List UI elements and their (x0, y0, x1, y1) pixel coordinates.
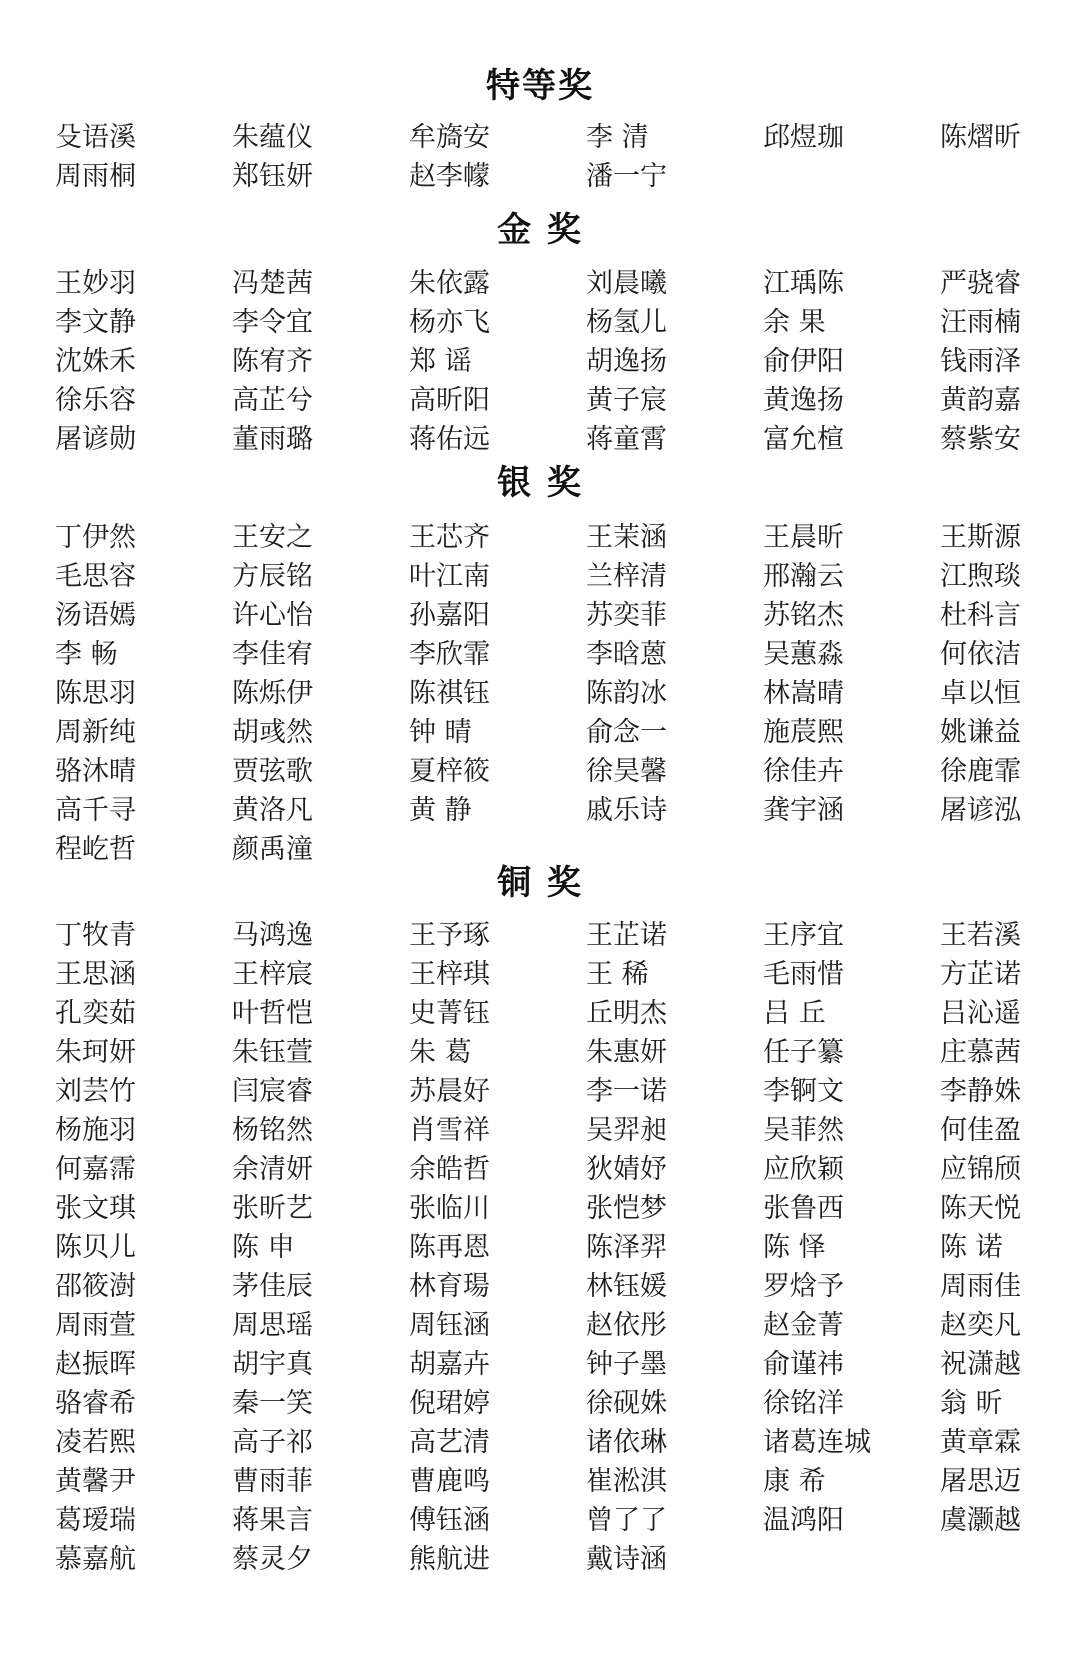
award-name: 朱惠妍 (586, 1037, 667, 1068)
gold-award-names (55, 264, 1055, 459)
award-name: 张恺梦 (586, 1193, 667, 1224)
award-name: 朱珂妍 (55, 1037, 136, 1068)
section-title-silver-award: 银 奖 (497, 463, 583, 503)
award-name: 林钰媛 (586, 1271, 667, 1302)
award-name: 秦一笑 (232, 1388, 313, 1419)
award-name: 苏奕菲 (586, 600, 667, 631)
award-name: 徐乐容 (55, 385, 136, 416)
award-name: 茅佳辰 (232, 1271, 313, 1302)
award-name: 应欣颖 (763, 1154, 844, 1185)
award-name: 周雨萱 (55, 1310, 136, 1341)
award-name: 周思瑶 (232, 1310, 313, 1341)
award-name: 郑钰妍 (232, 161, 313, 192)
award-name: 朱依露 (409, 268, 490, 299)
award-name: 黄洛凡 (232, 795, 313, 826)
award-name: 张鲁西 (763, 1193, 844, 1224)
award-name: 杜科言 (940, 600, 1021, 631)
award-name: 骆睿希 (55, 1388, 136, 1419)
award-name: 徐昊馨 (586, 756, 667, 787)
award-name: 高艺清 (409, 1427, 490, 1458)
award-name: 倪珺婷 (409, 1388, 490, 1419)
award-name: 陈 怿 (763, 1232, 826, 1263)
section-title-special-award: 特等奖 (486, 66, 594, 106)
award-name: 蔡紫安 (940, 424, 1021, 455)
award-name: 方芷诺 (940, 959, 1021, 990)
silver-award-names (55, 518, 1055, 869)
award-name: 刘晨曦 (586, 268, 667, 299)
award-name: 龚宇涵 (763, 795, 844, 826)
award-name: 王序宜 (763, 920, 844, 951)
award-name: 陈天悦 (940, 1193, 1021, 1224)
award-name: 高子祁 (232, 1427, 313, 1458)
award-name: 傅钰涵 (409, 1505, 490, 1536)
award-name: 陈韵冰 (586, 678, 667, 709)
award-name: 张临川 (409, 1193, 490, 1224)
award-name: 孙嘉阳 (409, 600, 490, 631)
award-name: 卓以恒 (940, 678, 1021, 709)
section-title-gold-award: 金 奖 (497, 210, 583, 250)
award-name: 朱 葛 (409, 1037, 472, 1068)
award-name: 夏梓筱 (409, 756, 490, 787)
award-name: 李锕文 (763, 1076, 844, 1107)
award-name: 赵振晖 (55, 1349, 136, 1380)
award-name: 屠谚泓 (940, 795, 1021, 826)
bronze-award-names (55, 916, 1055, 1579)
award-name: 王若溪 (940, 920, 1021, 951)
award-name: 陈再恩 (409, 1232, 490, 1263)
award-name: 刘芸竹 (55, 1076, 136, 1107)
award-name: 王妙羽 (55, 268, 136, 299)
award-name: 苏铭杰 (763, 600, 844, 631)
award-name: 李 畅 (55, 639, 118, 670)
award-name: 杨亦飞 (409, 307, 490, 338)
award-name: 屠思迈 (940, 1466, 1021, 1497)
award-name: 杨施羽 (55, 1115, 136, 1146)
award-name: 张文琪 (55, 1193, 136, 1224)
award-name: 徐铭洋 (763, 1388, 844, 1419)
award-name: 王斯源 (940, 522, 1021, 553)
award-name: 周雨佳 (940, 1271, 1021, 1302)
award-name: 余清妍 (232, 1154, 313, 1185)
award-name: 陈贝儿 (55, 1232, 136, 1263)
award-name: 张昕艺 (232, 1193, 313, 1224)
award-name: 何依洁 (940, 639, 1021, 670)
award-name: 丁牧青 (55, 920, 136, 951)
award-name: 孔奕茹 (55, 998, 136, 1029)
award-name: 兰梓清 (586, 561, 667, 592)
award-name: 温鸿阳 (763, 1505, 844, 1536)
award-name: 陈泽羿 (586, 1232, 667, 1263)
award-name: 肖雪祥 (409, 1115, 490, 1146)
award-name: 徐鹿霏 (940, 756, 1021, 787)
award-name: 毛思容 (55, 561, 136, 592)
award-name: 戴诗涵 (586, 1544, 667, 1575)
award-name: 陈祺钰 (409, 678, 490, 709)
award-name: 毛雨惜 (763, 959, 844, 990)
award-name: 汤语嫣 (55, 600, 136, 631)
award-name: 胡逸扬 (586, 346, 667, 377)
award-name: 曾了了 (586, 1505, 667, 1536)
award-name: 李令宜 (232, 307, 313, 338)
award-name: 许心怡 (232, 600, 313, 631)
award-name: 高昕阳 (409, 385, 490, 416)
award-name: 陈熠昕 (940, 122, 1021, 153)
award-name: 吕 丘 (763, 998, 826, 1029)
award-name: 曹雨菲 (232, 1466, 313, 1497)
award-name: 苏晨好 (409, 1076, 490, 1107)
award-name: 赵依彤 (586, 1310, 667, 1341)
award-name: 李一诺 (586, 1076, 667, 1107)
award-name: 王予琢 (409, 920, 490, 951)
award-name: 陈思羽 (55, 678, 136, 709)
award-name: 王 稀 (586, 959, 649, 990)
award-name: 狄婧妤 (586, 1154, 667, 1185)
award-name: 江瑀陈 (763, 268, 844, 299)
award-name: 屠谚勋 (55, 424, 136, 455)
award-name: 高千寻 (55, 795, 136, 826)
award-name: 李文静 (55, 307, 136, 338)
award-name: 王思涵 (55, 959, 136, 990)
award-name: 郑 谣 (409, 346, 472, 377)
award-name: 邱煜珈 (763, 122, 844, 153)
award-name: 朱钰萱 (232, 1037, 313, 1068)
award-name: 施莀熙 (763, 717, 844, 748)
award-name: 马鸿逸 (232, 920, 313, 951)
award-name: 李佳宥 (232, 639, 313, 670)
award-name: 董雨璐 (232, 424, 313, 455)
award-name: 钱雨泽 (940, 346, 1021, 377)
award-name: 曹鹿鸣 (409, 1466, 490, 1497)
award-name: 任子纂 (763, 1037, 844, 1068)
award-name: 俞念一 (586, 717, 667, 748)
award-name: 黄馨尹 (55, 1466, 136, 1497)
award-name: 康 希 (763, 1466, 826, 1497)
award-name: 慕嘉航 (55, 1544, 136, 1575)
award-name: 颜禹潼 (232, 834, 313, 865)
award-name: 李欣霏 (409, 639, 490, 670)
award-name: 叶哲恺 (232, 998, 313, 1029)
award-name: 赵金菁 (763, 1310, 844, 1341)
award-name: 蒋童霄 (586, 424, 667, 455)
award-name: 诸依琳 (586, 1427, 667, 1458)
award-name: 严骁睿 (940, 268, 1021, 299)
award-name: 王芯齐 (409, 522, 490, 553)
award-name: 钟子墨 (586, 1349, 667, 1380)
award-name: 黄子宸 (586, 385, 667, 416)
award-name: 何嘉霈 (55, 1154, 136, 1185)
award-name: 黄逸扬 (763, 385, 844, 416)
award-name: 周新纯 (55, 717, 136, 748)
award-name: 富允楦 (763, 424, 844, 455)
award-name: 庄慕茜 (940, 1037, 1021, 1068)
award-name: 丁伊然 (55, 522, 136, 553)
award-name: 李静姝 (940, 1076, 1021, 1107)
award-name: 冯楚茜 (232, 268, 313, 299)
award-name: 王茉涵 (586, 522, 667, 553)
award-name: 杨铭然 (232, 1115, 313, 1146)
award-name: 凌若熙 (55, 1427, 136, 1458)
award-name: 李晗蒽 (586, 639, 667, 670)
award-name: 丘明杰 (586, 998, 667, 1029)
award-name: 牟旖安 (409, 122, 490, 153)
award-name: 胡嘉卉 (409, 1349, 490, 1380)
award-name: 周钰涵 (409, 1310, 490, 1341)
award-name: 方辰铭 (232, 561, 313, 592)
award-name: 吴羿昶 (586, 1115, 667, 1146)
award-name: 熊航进 (409, 1544, 490, 1575)
award-name: 葛瑷瑞 (55, 1505, 136, 1536)
award-name: 崔淞淇 (586, 1466, 667, 1497)
award-name: 殳语溪 (55, 122, 136, 153)
award-name: 徐佳卉 (763, 756, 844, 787)
award-name: 邢瀚云 (763, 561, 844, 592)
award-name: 蔡灵夕 (232, 1544, 313, 1575)
award-name: 周雨桐 (55, 161, 136, 192)
award-name: 戚乐诗 (586, 795, 667, 826)
award-name: 钟 晴 (409, 717, 472, 748)
award-name: 蒋佑远 (409, 424, 490, 455)
award-name: 王芷诺 (586, 920, 667, 951)
award-name: 史菁钰 (409, 998, 490, 1029)
award-name: 陈 申 (232, 1232, 295, 1263)
award-name: 王梓宸 (232, 959, 313, 990)
award-name: 赵李幪 (409, 161, 490, 192)
award-name: 骆沐晴 (55, 756, 136, 787)
award-name: 沈姝禾 (55, 346, 136, 377)
award-name: 陈烁伊 (232, 678, 313, 709)
award-name: 王安之 (232, 522, 313, 553)
award-name: 祝潇越 (940, 1349, 1021, 1380)
award-name: 邵筱澍 (55, 1271, 136, 1302)
section-title-bronze-award: 铜 奖 (497, 863, 583, 903)
award-name: 朱蕴仪 (232, 122, 313, 153)
award-name: 蒋果言 (232, 1505, 313, 1536)
award-name: 高芷兮 (232, 385, 313, 416)
award-name: 贾弦歌 (232, 756, 313, 787)
award-name: 王梓琪 (409, 959, 490, 990)
award-name: 黄章霖 (940, 1427, 1021, 1458)
award-name: 杨氢儿 (586, 307, 667, 338)
award-name: 胡宇真 (232, 1349, 313, 1380)
award-name: 罗焓予 (763, 1271, 844, 1302)
award-name: 吴菲然 (763, 1115, 844, 1146)
award-name: 俞谨祎 (763, 1349, 844, 1380)
award-name: 余 果 (763, 307, 826, 338)
award-name: 徐砚姝 (586, 1388, 667, 1419)
award-name: 林育瑒 (409, 1271, 490, 1302)
award-name: 程屹哲 (55, 834, 136, 865)
award-name: 吕沁遥 (940, 998, 1021, 1029)
award-name: 翁 昕 (940, 1388, 1003, 1419)
award-name: 潘一宁 (586, 161, 667, 192)
award-name: 陈 诺 (940, 1232, 1003, 1263)
award-name: 黄 静 (409, 795, 472, 826)
award-name: 王晨昕 (763, 522, 844, 553)
special-award-names (55, 118, 1055, 196)
award-name: 江煦琰 (940, 561, 1021, 592)
award-name: 姚谦益 (940, 717, 1021, 748)
award-name: 林嵩晴 (763, 678, 844, 709)
award-name: 胡彧然 (232, 717, 313, 748)
award-name: 余皓哲 (409, 1154, 490, 1185)
award-name: 汪雨楠 (940, 307, 1021, 338)
award-name: 吴蕙淼 (763, 639, 844, 670)
award-name: 李 清 (586, 122, 649, 153)
award-name: 黄韵嘉 (940, 385, 1021, 416)
award-name: 赵奕凡 (940, 1310, 1021, 1341)
award-name: 应锦颀 (940, 1154, 1021, 1185)
award-name: 叶江南 (409, 561, 490, 592)
award-name: 闫宸睿 (232, 1076, 313, 1107)
award-name: 何佳盈 (940, 1115, 1021, 1146)
award-name: 虞灏越 (940, 1505, 1021, 1536)
award-name: 俞伊阳 (763, 346, 844, 377)
award-name: 诸葛连城 (763, 1427, 871, 1458)
award-name: 陈宥齐 (232, 346, 313, 377)
